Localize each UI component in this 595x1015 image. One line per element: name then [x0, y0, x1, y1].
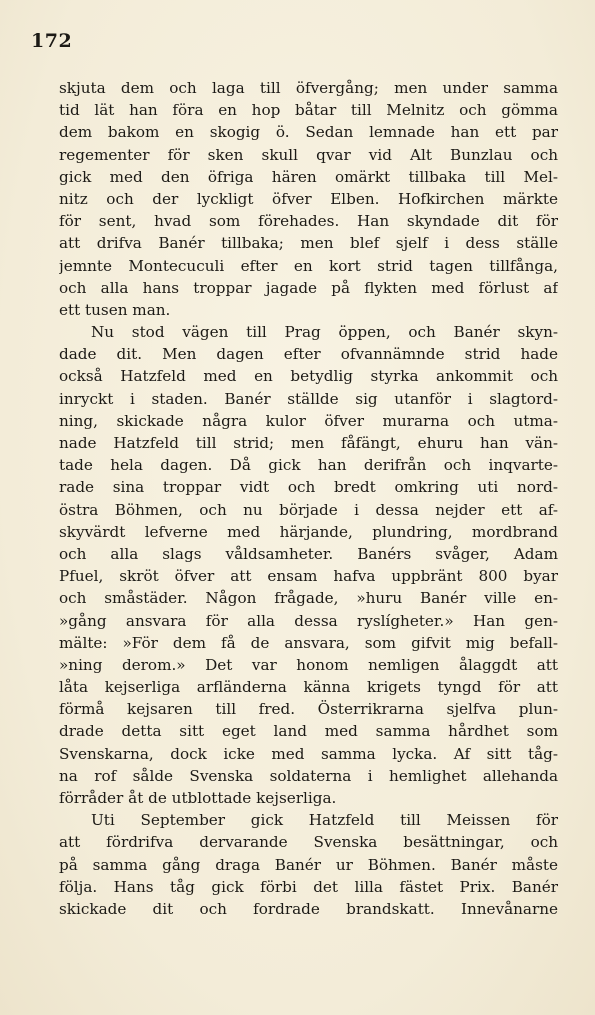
text-line: Pfuel, skröt öfver att ensam hafva uppbränt 800 byar: [59, 567, 558, 586]
text-line: drade detta sitt eget land med samma hårdhet som: [59, 722, 558, 741]
text-line: följa. Hans tåg gick förbi det lilla fästet Prix. Banér: [59, 877, 558, 896]
text-line: dem bakom en skogig ö. Sedan lemnade han ett par: [59, 123, 558, 142]
text-line: Nu stod vägen till Prag öppen, och Banér skyn-: [91, 323, 558, 342]
text-line: ett tusen man.: [59, 300, 171, 319]
text-line: nade Hatzfeld till strid; men fåfängt, ehuru han vän-: [59, 434, 558, 452]
text-line: mälte: »För dem få de ansvara, som gifvit mig befall-: [59, 633, 558, 652]
text-line: tid lät han föra en hop båtar till Melnitz och gömma: [59, 101, 558, 120]
text-line: för sent, hvad som förehades. Han skyndade dit för: [59, 212, 558, 231]
text-line: att drifva Banér tillbaka; men blef sjelf i dess ställe: [59, 234, 558, 253]
text-line: och alla slags våldsamheter. Banérs svåger, Adam: [59, 544, 558, 563]
text-line: låta kejserliga arfländerna känna krigets tyngd för att: [59, 678, 558, 697]
text-line: inryckt i staden. Banér ställde sig utanför i slagtord-: [59, 389, 558, 408]
text-line: jemnte Montecuculi efter en kort strid tagen tillfånga,: [59, 256, 558, 275]
text-line: skjuta dem och laga till öfvergång; men under samma: [59, 79, 558, 97]
body-text: [59, 77, 558, 920]
text-line: »ning derom.» Det var honom nemligen ålaggdt att: [59, 655, 558, 674]
text-line: ning, skickade några kulor öfver murarna och utma-: [59, 411, 558, 430]
text-line: Uti September gick Hatzfeld till Meissen för: [91, 811, 558, 830]
text-line: att fördrifva dervarande Svenska besättningar, och: [59, 833, 558, 852]
text-line: och alla hans troppar jagade på flykten med förlust af: [59, 278, 558, 297]
text-line: skyvärdt lefverne med härjande, plundring, mordbrand: [59, 522, 558, 541]
text-line: gick med den öfriga hären omärkt tillbaka till Mel-: [59, 167, 558, 186]
page-number: 172: [31, 30, 73, 52]
text-line: nitz och der lyckligt öfver Elben. Hofkirchen märkte: [59, 189, 558, 208]
text-line: Svenskarna, dock icke med samma lycka. Af sitt tåg-: [59, 744, 558, 763]
text-line: och småstäder. Någon frågade, »huru Banér ville en-: [59, 589, 558, 608]
text-line: förråder åt de utblottade kejserliga.: [59, 789, 337, 807]
text-line: också Hatzfeld med en betydlig styrka ankommit och: [59, 367, 558, 386]
text-line: na rof sålde Svenska soldaterna i hemlighet allehanda: [59, 766, 558, 785]
text-line: regementer för sken skull qvar vid Alt Bunzlau och: [59, 145, 558, 164]
text-line: dade dit. Men dagen efter ofvannämnde strid hade: [59, 345, 558, 364]
text-line: skickade dit och fordrade brandskatt. Innevånarne: [59, 899, 558, 918]
text-line: tade hela dagen. Då gick han derifrån och inqvarte-: [59, 456, 558, 475]
text-line: förmå kejsaren till fred. Österrikrarna sjelfva plun-: [59, 700, 558, 719]
text-line: »gång ansvara för alla dessa ryslígheter.» Han gen-: [59, 611, 558, 630]
text-line: på samma gång draga Banér ur Böhmen. Banér måste: [59, 855, 558, 874]
text-line: rade sina troppar vidt och bredt omkring uti nord-: [59, 478, 558, 497]
text-line: östra Böhmen, och nu började i dessa nejder ett af-: [59, 500, 558, 519]
